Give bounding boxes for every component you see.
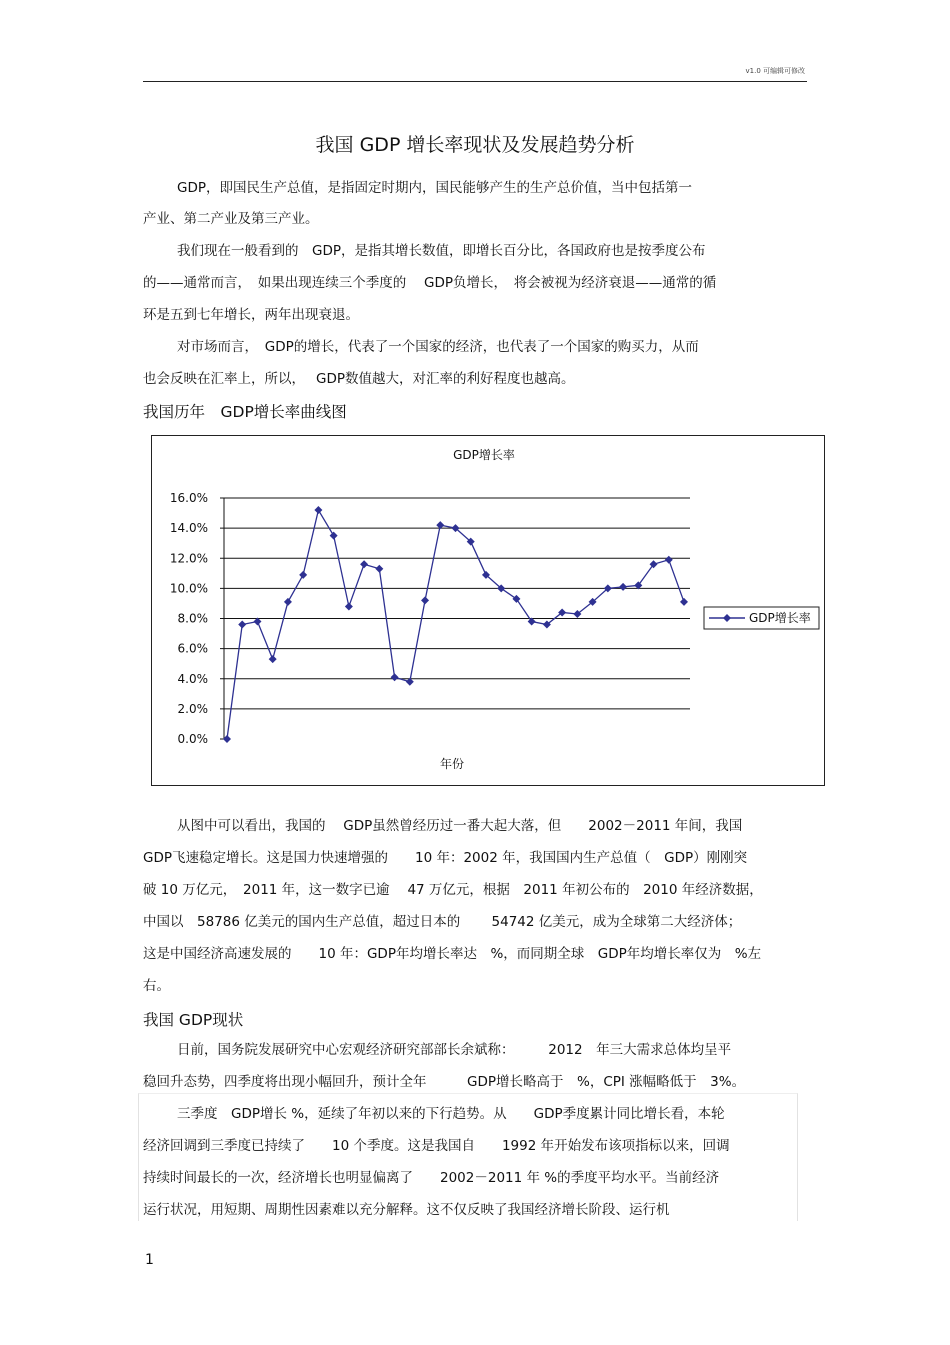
status-line: 稳回升态势，四季度将出现小幅回升，预计全年 GDP增长略高于 %，CPI 涨幅略低于 3%。	[143, 1074, 746, 1090]
status-line: 持续时间最长的一次，经济增长也明显偏离了 2002－2011 年 %的季度平均水平。当前经济	[143, 1170, 720, 1186]
data-point-marker	[238, 621, 246, 629]
data-point-marker	[345, 602, 353, 610]
y-axis-tick-label: 2.0%	[177, 701, 208, 716]
data-point-marker	[299, 571, 307, 579]
gdp-growth-chart	[152, 436, 824, 785]
y-axis-tick-label: 8.0%	[177, 611, 208, 626]
data-point-marker	[680, 598, 688, 606]
data-point-marker	[421, 596, 429, 604]
data-point-marker	[360, 560, 368, 568]
section-heading-chart: 我国历年 GDP增长率曲线图	[143, 403, 347, 421]
page-number: 1	[145, 1252, 154, 1268]
analysis-line: 这是中国经济高速发展的 10 年：GDP年均增长率达 %，而同期全球 GDP年均增长率仅为 %左	[143, 946, 762, 962]
analysis-line: 右。	[143, 978, 170, 994]
legend-label: GDP增长率	[749, 611, 811, 625]
y-axis-tick-label: 12.0%	[169, 551, 208, 566]
gdp-chart-frame	[151, 435, 825, 786]
status-line: 三季度 GDP增长 %，延续了年初以来的下行趋势。从 GDP季度累计同比增长看，本轮	[177, 1106, 725, 1122]
document-title: 我国 GDP 增长率现状及发展趋势分析	[315, 134, 635, 156]
data-point-marker	[269, 655, 277, 663]
data-point-marker	[665, 556, 673, 564]
data-point-marker	[284, 598, 292, 606]
data-point-marker	[391, 673, 399, 681]
header-version-text: v1.0 可编辑可修改	[745, 67, 805, 75]
intro-line: 我们现在一般看到的 GDP，是指其增长数值，即增长百分比，各国政府也是按季度公布	[177, 243, 706, 259]
header-rule	[143, 81, 807, 82]
intro-line: GDP，即国民生产总值，是指固定时期内，国民能够产生的生产总价值，当中包括第一	[177, 180, 692, 196]
y-axis-tick-label: 0.0%	[177, 732, 208, 746]
data-point-marker	[375, 565, 383, 573]
y-axis-tick-label: 16.0%	[169, 491, 208, 505]
series-line	[227, 510, 684, 739]
y-axis-tick-label: 10.0%	[169, 581, 208, 596]
analysis-line: GDP飞速稳定增长。这是国力快速增强的 10 年：2002 年，我国国内生产总值（ GDP）刚刚突	[143, 850, 748, 866]
analysis-line: 破 10 万亿元， 2011 年，这一数字已逾 47 万亿元，根据 2011 年初公布的 2010 年经济数据，	[143, 882, 763, 898]
y-axis-tick-label: 14.0%	[169, 521, 208, 536]
intro-line: 对市场而言， GDP的增长，代表了一个国家的经济，也代表了一个国家的购买力，从而	[177, 339, 699, 355]
data-point-marker	[619, 583, 627, 591]
analysis-line: 从图中可以看出，我国的 GDP虽然曾经历过一番大起大落，但 2002－2011 年间，我国	[177, 818, 743, 834]
intro-line: 环是五到七年增长，两年出现衰退。	[143, 307, 359, 323]
intro-line: 也会反映在汇率上，所以， GDP数值越大，对汇率的利好程度也越高。	[143, 371, 575, 387]
analysis-line: 中国以 58786 亿美元的国内生产总值，超过日本的 54742 亿美元，成为全球第二大经济体；	[143, 914, 742, 930]
status-line: 运行状况，用短期、周期性因素难以充分解释。这不仅反映了我国经济增长阶段、运行机	[143, 1202, 670, 1218]
intro-line: 的——通常而言， 如果出现连续三个季度的 GDP负增长， 将会被视为经济衰退——通常的循	[143, 275, 717, 291]
chart-legend	[704, 607, 819, 629]
y-axis-tick-label: 6.0%	[177, 641, 208, 656]
section-heading-status: 我国 GDP现状	[143, 1011, 244, 1029]
data-point-marker	[314, 506, 322, 514]
chart-x-axis-label: 年份	[439, 757, 465, 771]
chart-title: GDP增长率	[453, 448, 515, 462]
status-line: 日前，国务院发展研究中心宏观经济研究部部长余斌称： 2012 年三大需求总体均呈平	[177, 1042, 732, 1058]
data-point-marker	[330, 532, 338, 540]
data-point-marker	[512, 595, 520, 603]
intro-line: 产业、第二产业及第三产业。	[143, 211, 319, 227]
status-line: 经济回调到三季度已持续了 10 个季度。这是我国自 1992 年开始发布该项指标以来，回调	[143, 1138, 730, 1154]
y-axis-tick-label: 4.0%	[177, 671, 208, 686]
